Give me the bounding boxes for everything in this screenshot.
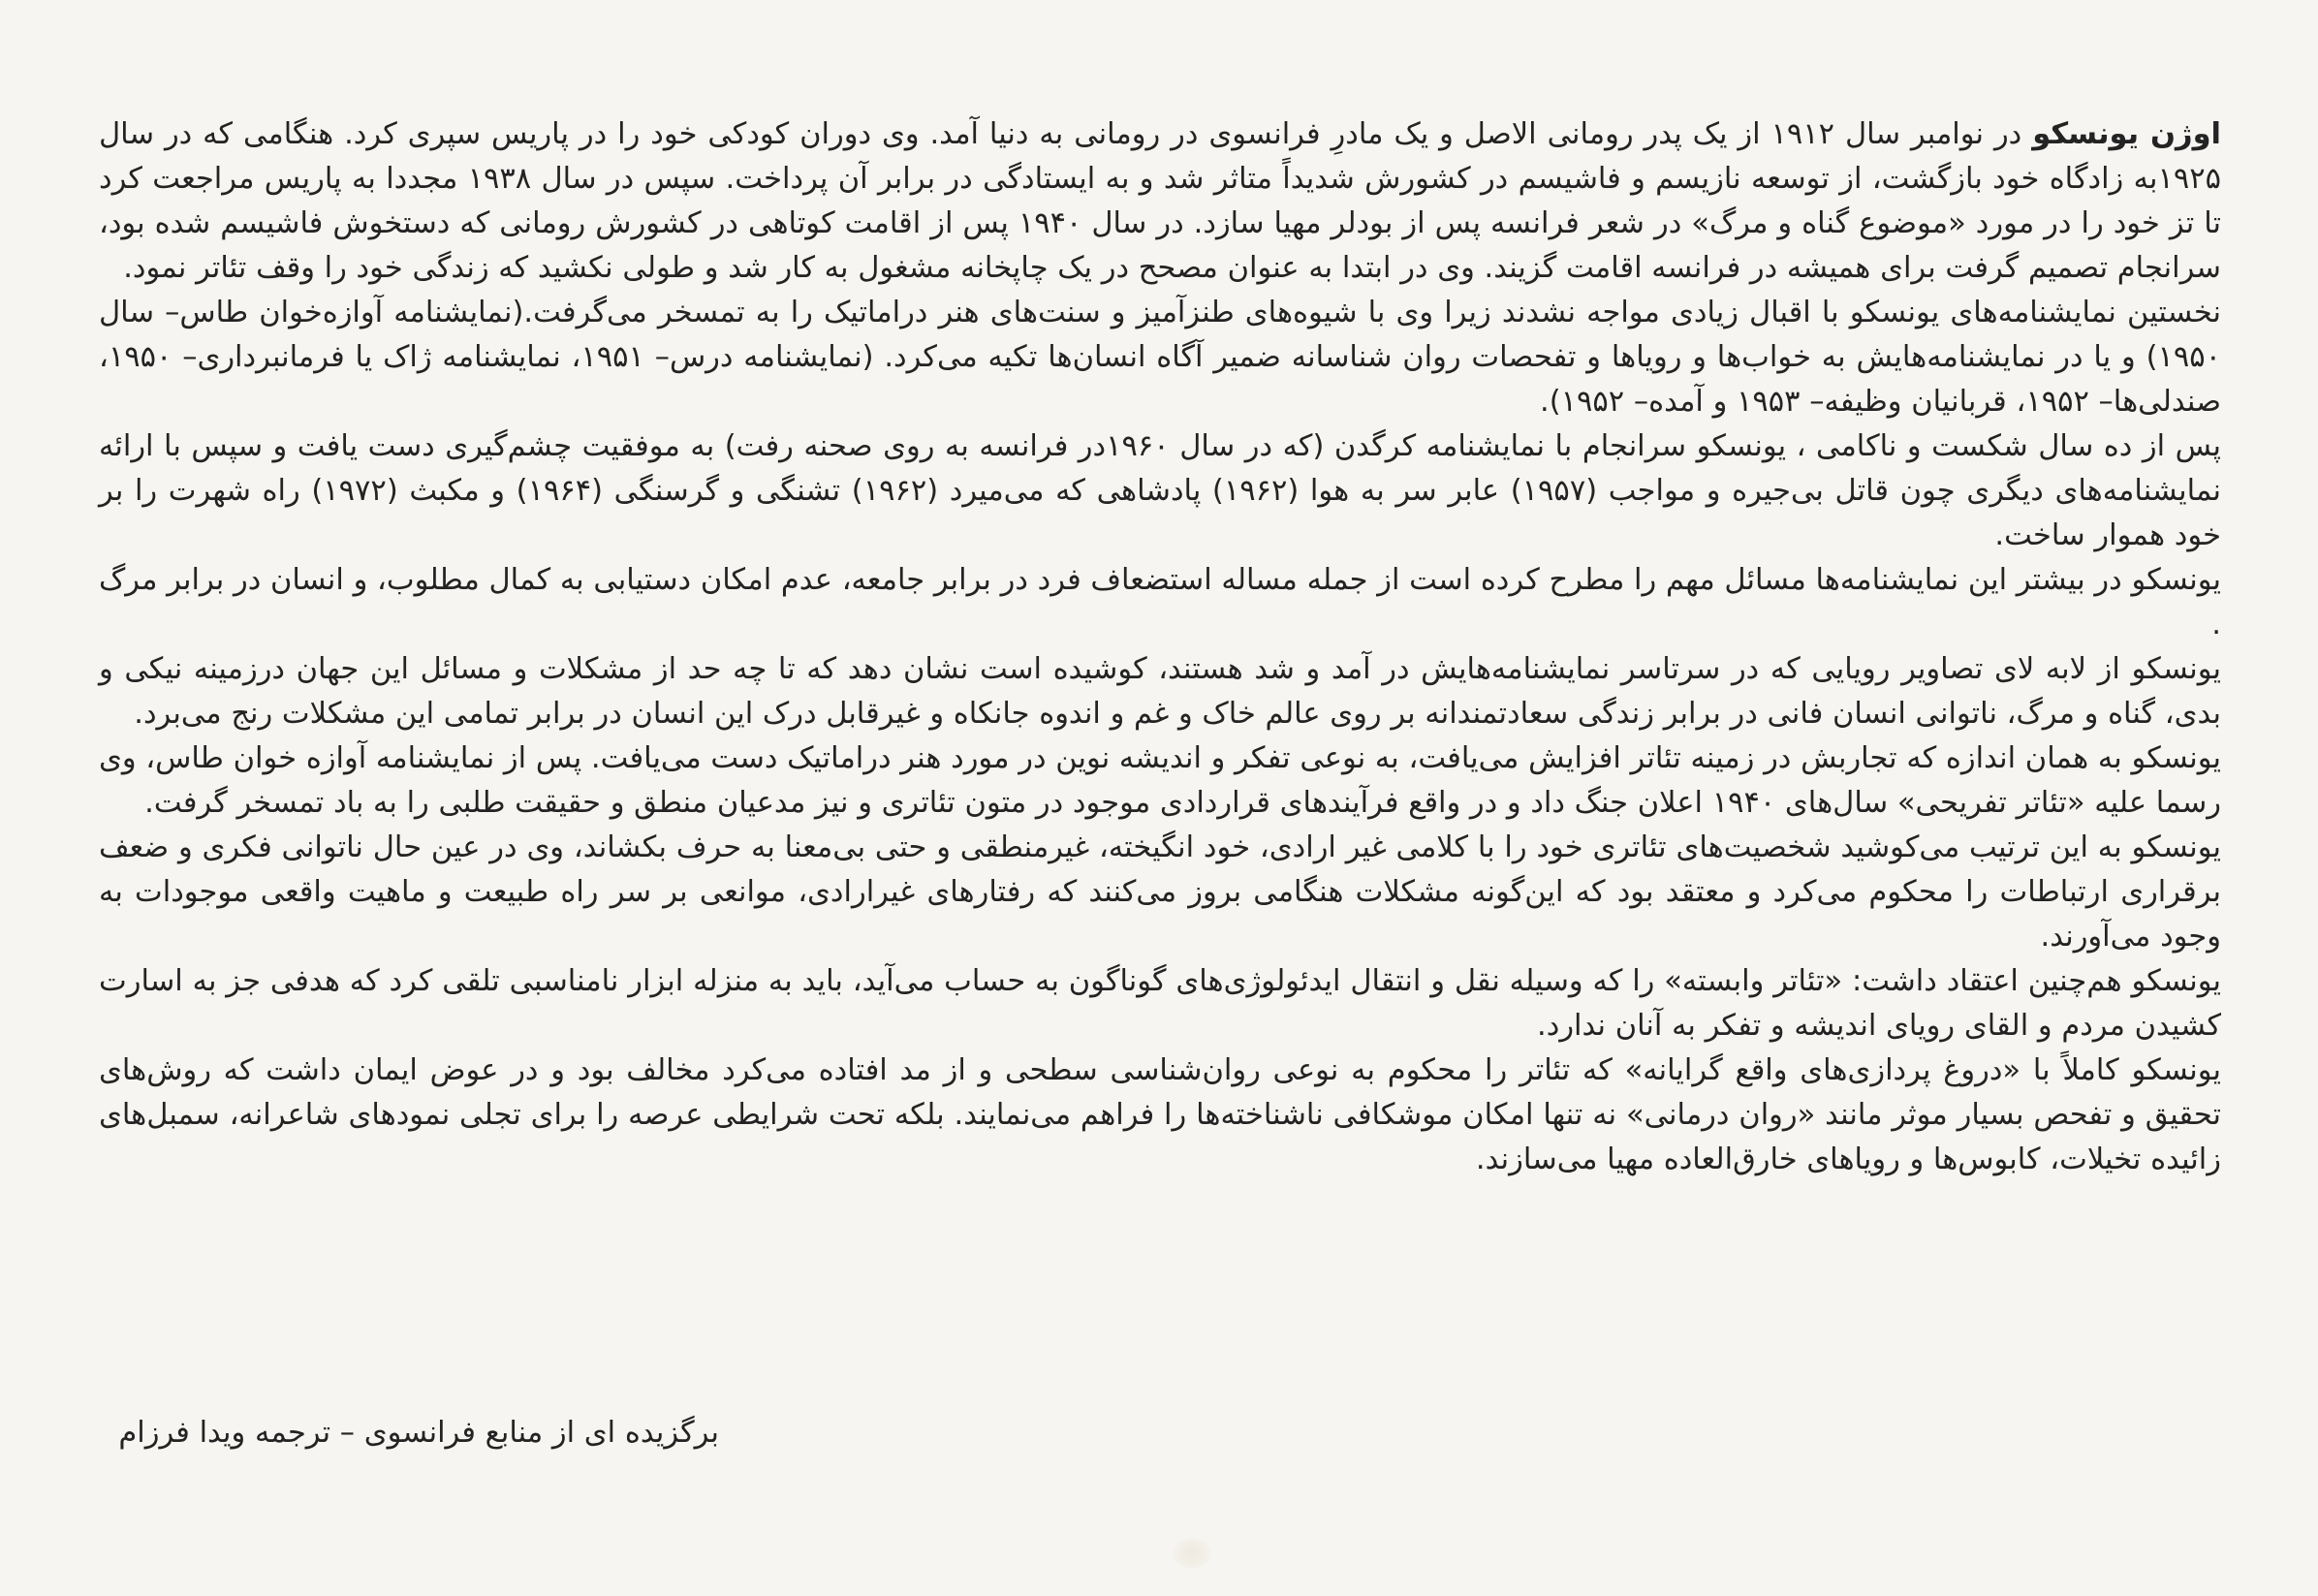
paragraph-6: یونسکو به همان اندازه که تجاربش در زمینه تئاتر افزایش می‌یافت، به نوعی تفکر و اندیشه نوین در مورد هنر دراماتیک دست می‌یافت. پس از نمایشنامه آوازه خوان طاس، وی رسما علیه «تئاتر تفریحی» سال‌های ۱۹۴۰ اعلان جنگ داد و در واقع فرآیندهای قراردادی موجود در متون تئاتری و نیز مدعیان منطق و حقیقت طلبی را به باد تمسخر گرفت. [99,741,2221,820]
paragraph-2: نخستین نمایشنامه‌های یونسکو با اقبال زیادی مواجه نشدند زیرا وی با شیوه‌های طنزآمیز و سنت‌های هنر دراماتیک را به تمسخر می‌گرفت.(نمایشنامه آوازه‌خوان طاس– سال ۱۹۵۰) و یا در نمایشنامه‌هایش به خواب‌ها و رویاها و تفحصات روان شناسانه ضمیر آگاه انسان‌ها تکیه می‌کرد. (نمایشنامه درس– ۱۹۵۱، نمایشنامه ژاک یا فرمانبرداری– ۱۹۵۰، صندلی‌ها– ۱۹۵۲، قربانیان وظیفه– ۱۹۵۳ و آمده– ۱۹۵۲). [99,296,2221,419]
paragraph-5: یونسکو از لابه لای تصاویر رویایی که در سرتاسر نمایشنامه‌هایش در آمد و شد هستند، کوشیده است نشان دهد که تا چه حد از مشکلات و مسائل این جهان درزمینه نیکی و بدی، گناه و مرگ، ناتوانی انسان فانی در برابر زندگی سعادتمندانه بر روی عالم خاک و غم و اندوه جانکاه و غیرقابل درک این انسان در برابر تمامی این مشکلات رنج می‌برد. [99,652,2221,731]
paper-stain [1173,1539,1211,1568]
paragraph-8: یونسکو هم‌چنین اعتقاد داشت: «تئاتر وابسته» را که وسیله نقل و انتقال ایدئولوژی‌های گوناگون به حساب می‌آید، باید به منزله ابزار نامناسبی تلقی کرد که هدفی جز به اسارت کشیدن مردم و القای رویای اندیشه و تفکر به آنان ندارد. [99,964,2221,1043]
paragraph-3: پس از ده سال شکست و ناکامی ، یونسکو سرانجام با نمایشنامه کرگدن (که در سال ۱۹۶۰در فرانسه به روی صحنه رفت) به موفقیت چشم‌گیری دست یافت و سپس با ارائه نمایشنامه‌های دیگری چون قاتل بی‌جیره و مواجب (۱۹۵۷) عابر سر به هوا (۱۹۶۲) پادشاهی که می‌میرد (۱۹۶۲) تشنگی و گرسنگی (۱۹۶۴) و مکبث (۱۹۷۲) راه شهرت را بر خود هموار ساخت. [99,429,2222,552]
paragraph-1-text: در نوامبر سال ۱۹۱۲ از یک پدر رومانی الاصل و یک مادرِ فرانسوی در رومانی به دنیا آمد. وی دوران کودکی خود را در پاریس سپری کرد. هنگامی که در سال ۱۹۲۵به زادگاه خود بازگشت، از توسعه نازیسم و فاشیسم در کشورش شدیداً متاثر شد و به ایستادگی در برابر آن پرداخت. سپس در سال ۱۹۳۸ مجددا به پاریس مراجعت کرد تا تز خود را در مورد «موضوع گناه و مرگ» در شعر فرانسه پس از بودلر مهیا سازد. در سال ۱۹۴۰ پس از اقامت کوتاهی در کشورش رومانی که دستخوش فاشیسم شده بود، سرانجام تصمیم گرفت برای همیشه در فرانسه اقامت گزیند. وی در ابتدا به عنوان مصحح در یک چاپخانه مشغول به کار شد و طولی نکشید که زندگی خود را وقف تئاتر نمود. [99,117,2221,285]
source-credit: برگزیده ای از منابع فرانسوی – ترجمه ویدا فرزام [118,1416,719,1450]
article-body [99,112,2221,1182]
paragraph-1 [99,112,2221,291]
paragraph-7: یونسکو به این ترتیب می‌کوشید شخصیت‌های تئاتری خود را با کلامی غیر ارادی، خود انگیخته، غیرمنطقی و حتی بی‌معنا به حرف بکشاند، وی در عین حال ناتوانی فکری و ضعف برقراری ارتباطات را محکوم می‌کرد و معتقد بود که این‌گونه مشکلات هنگامی بروز می‌کنند که رفتارهای غیرارادی، موانعی بر سر راه طبیعت و ماهیت واقعی موجودات به وجود می‌آورند. [99,830,2221,954]
lead-name: اوژن یونسکو [2032,117,2221,151]
paragraph-9: یونسکو کاملاً با «دروغ پردازی‌های واقع گرایانه» که تئاتر را محکوم به نوعی روان‌شناسی سطحی و از مد افتاده می‌کرد مخالف بود و در عوض ایمان داشت که روش‌های تحقیق و تفحص بسیار موثر مانند «روان درمانی» نه تنها امکان موشکافی ناشناخته‌ها را فراهم می‌نمایند. بلکه تحت شرایطی عرصه را برای تجلی نمودهای شاعرانه، سمبل‌های زائیده تخیلات، کابوس‌ها و رویاهای خارق‌العاده مهیا می‌سازند. [99,1053,2221,1176]
paragraph-4: یونسکو در بیشتر این نمایشنامه‌ها مسائل مهم را مطرح کرده است از جمله مساله استضعاف فرد در برابر جامعه، عدم امکان دستیابی به کمال مطلوب، و انسان در برابر مرگ . [99,563,2221,642]
